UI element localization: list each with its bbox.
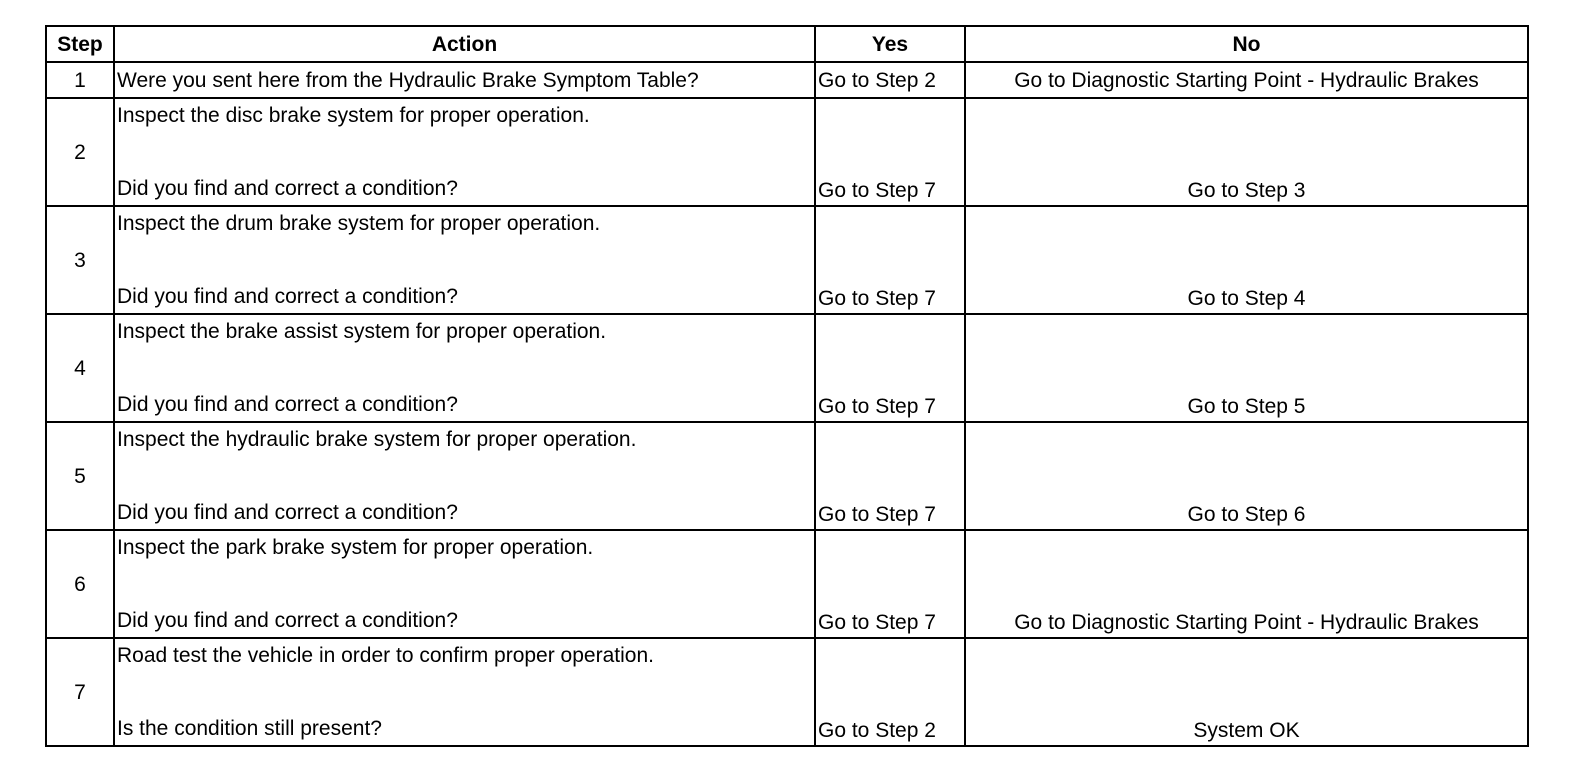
step-number: 4 [46,314,114,422]
action-question: Did you find and correct a condition? [117,501,458,524]
action-question: Did you find and correct a condition? [117,177,458,200]
action-instruction: Road test the vehicle in order to confirm proper operation. [117,644,654,667]
header-no: No [965,26,1528,62]
yes-outcome: Go to Step 7 [815,206,965,314]
no-outcome: System OK [965,638,1528,746]
step-number: 2 [46,98,114,206]
yes-outcome: Go to Step 2 [815,62,965,98]
yes-outcome: Go to Step 7 [815,314,965,422]
header-action: Action [114,26,815,62]
step-number: 5 [46,422,114,530]
action-cell [114,206,815,314]
no-outcome: Go to Step 6 [965,422,1528,530]
table-row [46,62,1528,98]
action-question: Did you find and correct a condition? [117,285,458,308]
action-question: Is the condition still present? [117,717,382,740]
action-cell [114,638,815,746]
action-question: Did you find and correct a condition? [117,609,458,632]
yes-outcome: Go to Step 2 [815,638,965,746]
yes-outcome: Go to Step 7 [815,98,965,206]
step-number: 7 [46,638,114,746]
action-cell [114,422,815,530]
step-number: 3 [46,206,114,314]
no-outcome: Go to Step 5 [965,314,1528,422]
yes-outcome: Go to Step 7 [815,422,965,530]
header-step: Step [46,26,114,62]
step-number: 1 [46,62,114,98]
table-row [46,98,1528,206]
header-row [46,26,1528,62]
table-row [46,422,1528,530]
action-instruction: Inspect the drum brake system for proper operation. [117,212,601,235]
action-text: Were you sent here from the Hydraulic Brake Symptom Table? [114,62,815,98]
action-cell [114,98,815,206]
table-row [46,314,1528,422]
step-number: 6 [46,530,114,638]
action-instruction: Inspect the brake assist system for proper operation. [117,320,607,343]
action-cell [114,530,815,638]
table-row [46,206,1528,314]
table-row [46,638,1528,746]
no-outcome: Go to Diagnostic Starting Point - Hydraulic Brakes [965,530,1528,638]
action-instruction: Inspect the disc brake system for proper operation. [117,104,590,127]
diagnostic-table [45,25,1529,747]
yes-outcome: Go to Step 7 [815,530,965,638]
header-yes: Yes [815,26,965,62]
table-row [46,530,1528,638]
action-instruction: Inspect the park brake system for proper operation. [117,536,594,559]
table-body [46,62,1528,746]
action-instruction: Inspect the hydraulic brake system for proper operation. [117,428,637,451]
no-outcome: Go to Step 3 [965,98,1528,206]
no-outcome: Go to Diagnostic Starting Point - Hydraulic Brakes [965,62,1528,98]
no-outcome: Go to Step 4 [965,206,1528,314]
action-cell [114,314,815,422]
action-question: Did you find and correct a condition? [117,393,458,416]
table-header [46,26,1528,62]
